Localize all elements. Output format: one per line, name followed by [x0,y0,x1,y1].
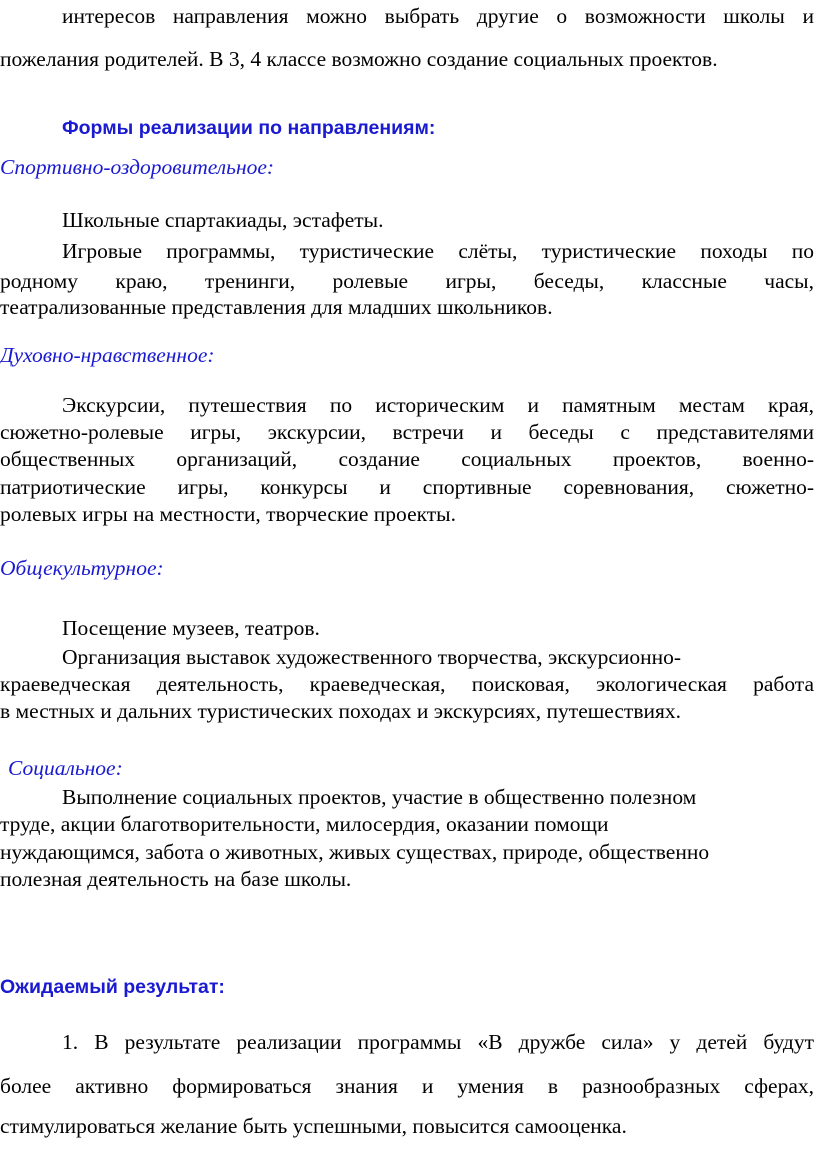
spiritual-line: общественных организаций, создание социальных проектов, военно- [0,447,814,471]
result-line: стимулироваться желание быть успешными, повысится самооценка. [0,1114,627,1138]
cultural-title: Общекультурное: [0,556,164,580]
intro-line-1: интересов направления можно выбрать другие о возможности школы и [62,4,814,28]
intro-line-2: пожелания родителей. В 3, 4 классе возможно создание социальных проектов. [0,47,718,71]
social-title: Социальное: [8,756,123,780]
sport-paragraph-2-line: театрализованные представления для младших школьников. [0,295,553,319]
sport-paragraph-2-line: Игровые программы, туристические слёты, туристические походы по [62,239,814,263]
spiritual-line: сюжетно-ролевые игры, экскурсии, встречи и беседы с представителями [0,420,814,444]
result-line: более активно формироваться знания и умения в разнообразных сферах, [0,1074,814,1098]
spiritual-line: Экскурсии, путешествия по историческим и памятным местам края, [62,393,814,417]
spiritual-title: Духовно-нравственное: [0,343,215,367]
cultural-paragraph-2-line: в местных и дальних туристических походах и экскурсиях, путешествиях. [0,699,681,723]
result-heading: Ожидаемый результат: [0,976,225,998]
forms-heading: Формы реализации по направлениям: [62,117,436,139]
sport-title: Спортивно-оздоровительное: [0,155,275,179]
social-line: нуждающимся, забота о животных, живых существах, природе, общественно [0,840,710,864]
result-line: 1. В результате реализации программы «В дружбе сила» у детей будут [62,1030,814,1054]
spiritual-line: ролевых игры на местности, творческие проекты. [0,502,456,526]
cultural-paragraph-2-line: Организация выставок художественного творчества, экскурсионно- [62,645,682,669]
spiritual-line: патриотические игры, конкурсы и спортивные соревнования, сюжетно- [0,475,814,499]
social-line: труде, акции благотворительности, милосердия, оказании помощи [0,812,609,836]
cultural-paragraph-2-line: краеведческая деятельность, краеведческая, поисковая, экологическая работа [0,672,814,696]
sport-paragraph-1: Школьные спартакиады, эстафеты. [62,208,384,232]
sport-paragraph-2-line: родному краю, тренинги, ролевые игры, беседы, классные часы, [0,269,814,293]
social-line: полезная деятельность на базе школы. [0,867,352,891]
social-line: Выполнение социальных проектов, участие в общественно полезном [62,785,697,809]
cultural-paragraph-1: Посещение музеев, театров. [62,616,320,640]
